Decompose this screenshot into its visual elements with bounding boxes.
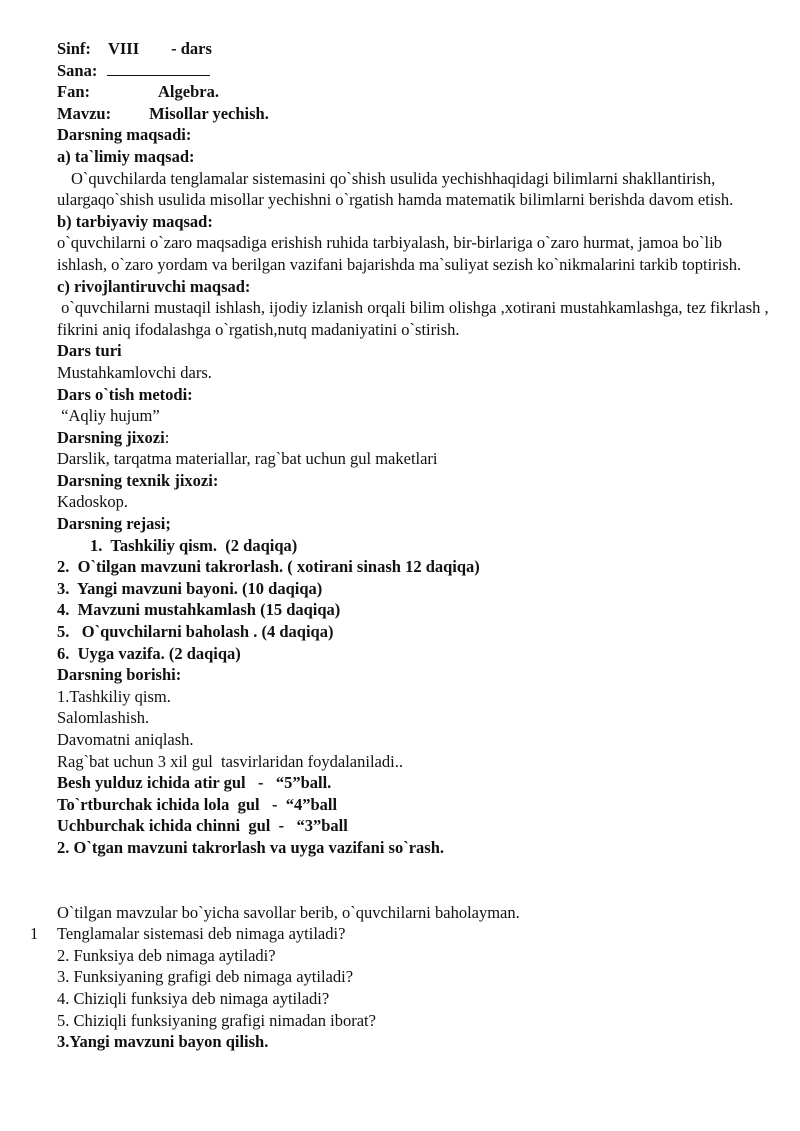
jixoz-line xyxy=(0,427,800,449)
savol-text: Tenglamalar sistemasi deb nimaga aytiladi? xyxy=(57,924,346,944)
metod-heading: Dars o`tish metodi: xyxy=(57,384,193,404)
dars-turi-heading: Dars turi xyxy=(57,341,122,361)
maqsad-heading: Darsning maqsadi: xyxy=(57,125,192,145)
takrorlash-heading: 2. O`tgan mavzuni takrorlash va uyga vazifani so`rash. xyxy=(57,837,445,857)
reja-item: 6. Uyga vazifa. (2 daqiqa) xyxy=(57,643,241,663)
dars-turi-value: Mustahkamlovchi dars. xyxy=(57,362,212,382)
reja-item: 4. Mavzuni mustahkamlash (15 daqiqa) xyxy=(57,600,341,620)
dars-label: - dars xyxy=(171,39,212,58)
savol-item: 4. Chiziqli funksiya deb nimaga aytiladi? xyxy=(57,988,330,1008)
borishi-line: Salomlashish. xyxy=(57,708,150,728)
sinf-line xyxy=(0,38,800,60)
talimiy-text: O`quvchilarda tenglamalar sistemasini qo`shish usulida yechishhaqidagi bilimlarni shakllantirish, ulargaqo`shish usulida misollar yechishni o`rgatish hamda matematik bilimlarni berishda davom etish. xyxy=(57,168,734,210)
savol-item xyxy=(0,923,800,945)
savol-item: 5. Chiziqli funksiyaning grafigi nimadan iborat? xyxy=(57,1010,376,1030)
sana-line xyxy=(0,60,800,82)
talimiy-heading: a) ta`limiy maqsad: xyxy=(57,146,195,166)
spacer xyxy=(0,859,800,902)
reja-item: 1. Tashkiliy qism. (2 daqiqa) xyxy=(90,535,298,555)
sinf-value: VIII xyxy=(107,39,140,58)
mavzu-line xyxy=(0,103,800,125)
borishi-heading: Darsning borishi: xyxy=(57,665,182,685)
tarbiyaviy-heading: b) tarbiyaviy maqsad: xyxy=(57,211,213,231)
borishi-line: 1.Tashkiliy qism. xyxy=(57,686,171,706)
reja-item: 2. O`tilgan mavzuni takrorlash. ( xotirani sinash 12 daqiqa) xyxy=(57,557,480,577)
rivojlantiruvchi-text: o`quvchilarni mustaqil ishlash, ijodiy izlanish orqali bilim olishga ,xotirani mustahkamlashga, tez fikrlash , fikrini aniq ifodalashga o`rgatish,nutq madaniyatini o`stirish. xyxy=(57,298,773,339)
texnik-heading: Darsning texnik jixozi: xyxy=(57,470,219,490)
reja-item: 5. O`quvchilarni baholash . (4 daqiqa) xyxy=(57,622,334,642)
jixoz-heading: Darsning jixozi xyxy=(57,427,165,447)
reja-heading: Darsning rejasi; xyxy=(57,514,171,534)
savol-item: 3. Funksiyaning grafigi deb nimaga aytiladi? xyxy=(57,967,354,987)
sana-blank xyxy=(107,61,210,76)
fan-value: Algebra. xyxy=(158,82,219,102)
mavzu-value: Misollar yechish. xyxy=(149,103,269,123)
fan-label: Fan: xyxy=(57,82,90,102)
rivojlantiruvchi-heading: c) rivojlantiruvchi maqsad: xyxy=(57,276,251,296)
jixoz-colon: : xyxy=(164,427,170,447)
borishi-line: Davomatni aniqlash. xyxy=(57,730,194,749)
sana-label: Sana: xyxy=(57,60,98,80)
fan-line xyxy=(0,81,800,103)
tarbiyaviy-text: o`quvchilarni o`zaro maqsadiga erishish ruhida tarbiyalash, bir-birlariga o`zaro hurmat, jamoa bo`lib ishlash, o`zaro yordam va berilgan vazifani bajarishda ma`suliyat sezish ko`nikmalarini tarkib toptirish. xyxy=(57,233,742,274)
savollar-intro: O`tilgan mavzular bo`yicha savollar berib, o`quvchilarni baholayman. xyxy=(57,902,520,922)
yangi-mavzu-heading: 3.Yangi mavzuni bayon qilish. xyxy=(57,1032,269,1052)
savol-item: 2. Funksiya deb nimaga aytiladi? xyxy=(57,945,276,965)
metod-value: “Aqliy hujum” xyxy=(57,406,160,426)
savol-number: 1 xyxy=(30,924,39,944)
reja-item: 3. Yangi mavzuni bayoni. (10 daqiqa) xyxy=(57,578,323,598)
ball-line: To`rtburchak ichida lola gul - “4”ball xyxy=(57,794,338,814)
ball-line: Besh yulduz ichida atir gul - “5”ball. xyxy=(57,773,332,793)
borishi-line: Rag`bat uchun 3 xil gul tasvirlaridan foydalaniladi.. xyxy=(57,751,403,771)
texnik-value: Kadoskop. xyxy=(57,492,129,512)
lesson-plan-page xyxy=(0,38,800,1053)
ball-line: Uchburchak ichida chinni gul - “3”ball xyxy=(57,816,348,836)
sinf-label: Sinf: xyxy=(57,39,91,58)
mavzu-label: Mavzu: xyxy=(57,103,112,123)
jixoz-value: Darslik, tarqatma materiallar, rag`bat uchun gul maketlari xyxy=(57,449,438,469)
